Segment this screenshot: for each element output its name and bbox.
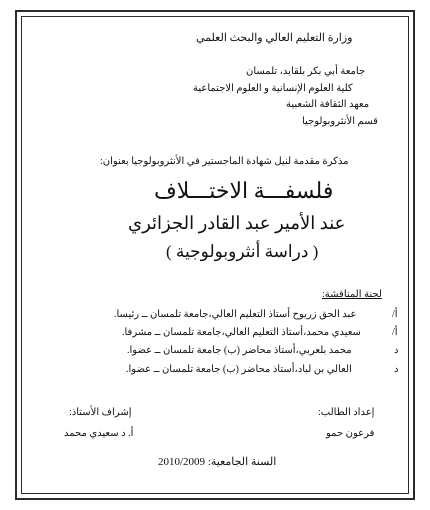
student-name: فرعون حمو [326, 428, 375, 439]
university-line: جامعة أبي بكر بلقايد، تلمسان [246, 66, 366, 77]
member-text: سعيدي محمد،أستاذ التعليم العالي،جامعة تلمسان ــ مشرفا. [122, 327, 361, 338]
member-text: عبد الحق زريوح أستاذ التعليم العالي،جامعة تلمسان ــ رئيسا. [114, 309, 357, 320]
faculty-line: كلية العلوم الإنسانية و العلوم الاجتماعية [193, 83, 353, 94]
thesis-study-type: ( دراسة أنثروبولوجية ) [166, 242, 319, 261]
academic-year: السنة الجامعية: 2010/2009 [158, 456, 277, 468]
member-text: العالي بن لباد،أستاذ محاضر (ب) جامعة تلمسان ــ عضوا. [126, 364, 352, 375]
institute-line: معهد الثقافة الشعبية [286, 99, 370, 110]
member-title: د [394, 364, 399, 375]
intro-line: مذكرة مقدمة لنيل شهادة الماجستير في الأنثروبولوجيا بعنوان: [100, 156, 349, 167]
member-title: أ/ [392, 309, 398, 320]
committee-heading: لجنة المناقشة: [322, 289, 382, 300]
member-title: د [394, 345, 399, 356]
thesis-title: فلسفـــة الاختـــلاف [154, 178, 334, 203]
thesis-subtitle: عند الأمير عبد القادر الجزائري [128, 213, 346, 233]
ministry-line: وزارة التعليم العالي والبحث العلمي [196, 32, 353, 44]
member-text: محمد بلعربي،أستاذ محاضر (ب) جامعة تلمسان ــ عضوا. [127, 345, 352, 356]
supervisor-label: إشراف الأستاذ: [69, 407, 132, 418]
student-label: إعداد الطالب: [318, 407, 375, 418]
supervisor-name: أ. د سعيدي محمد [64, 428, 134, 439]
department-line: قسم الأنثروبولوجيا [302, 116, 378, 127]
member-title: أ/ [392, 327, 398, 338]
